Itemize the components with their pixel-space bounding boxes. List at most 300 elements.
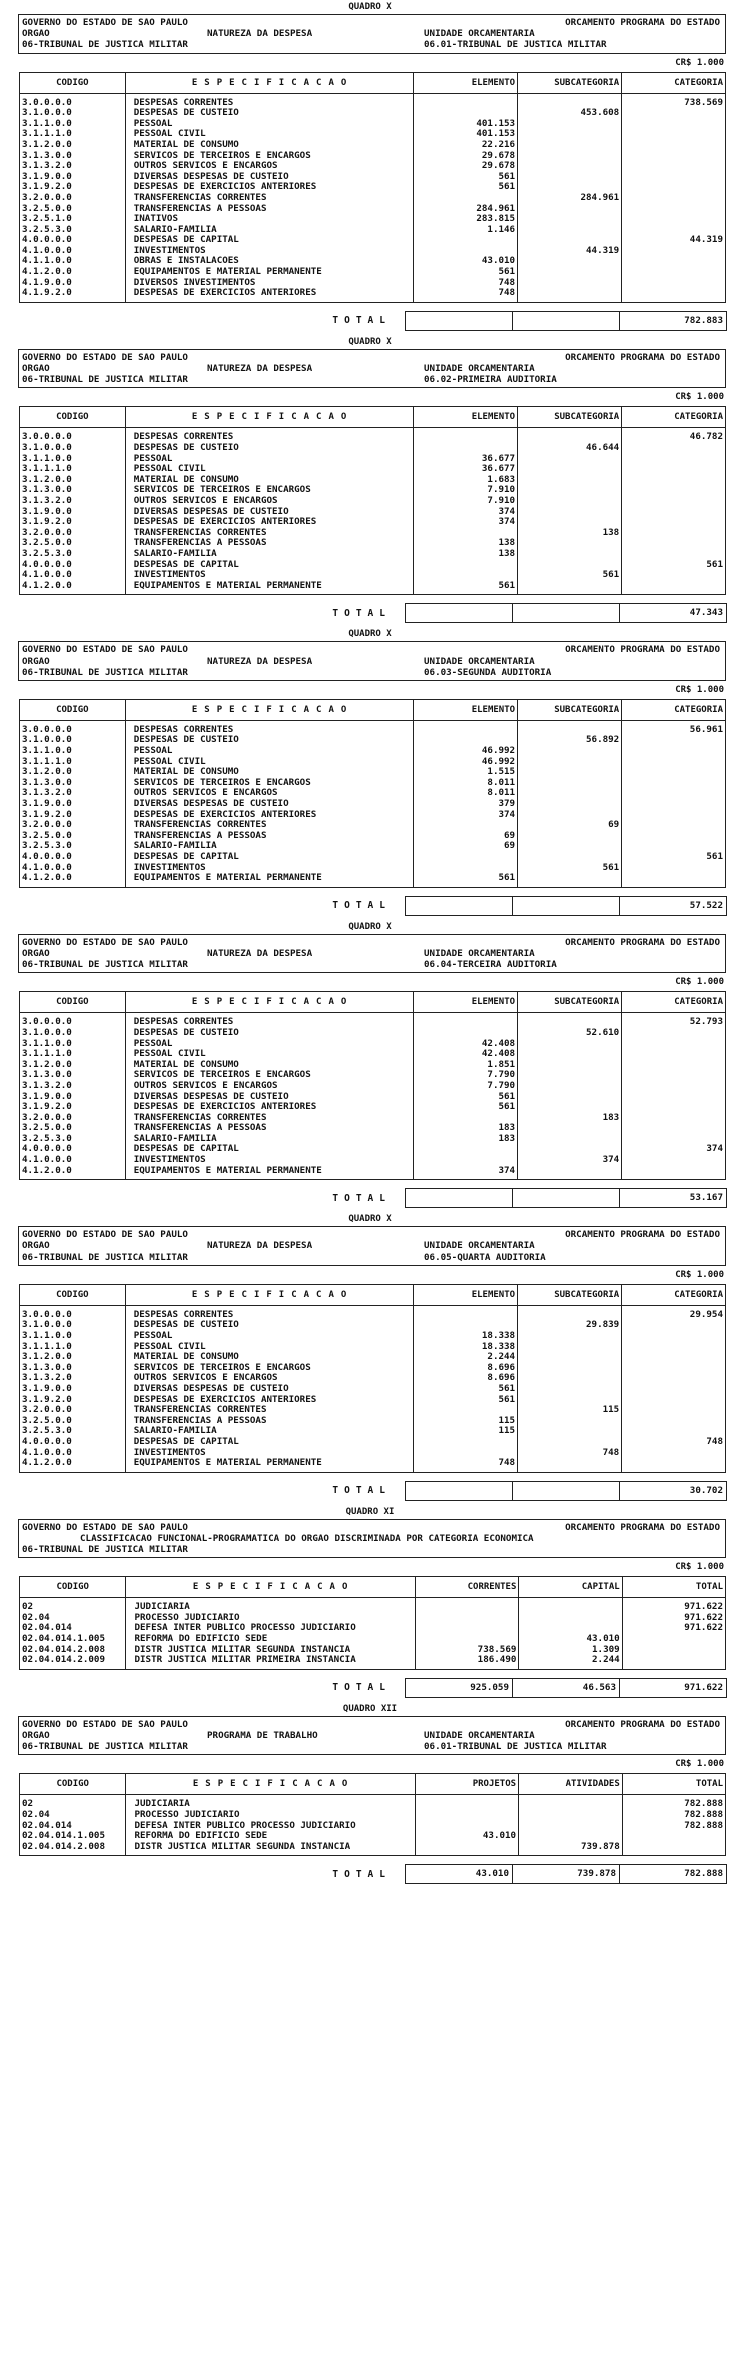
column-header-codigo: CODIGO	[20, 1284, 126, 1305]
table-row	[20, 1342, 726, 1353]
table-row	[20, 1426, 726, 1437]
table-row	[20, 841, 726, 852]
row-value-1	[414, 193, 518, 204]
row-code: 3.2.5.3.0	[20, 1426, 126, 1437]
row-description: DESPESAS CORRENTES	[125, 428, 414, 443]
row-value-2	[518, 1437, 622, 1448]
orgao-label: ORGAO	[22, 28, 50, 40]
budget-section	[0, 1212, 740, 1500]
orgao-name: 06-TRIBUNAL DE JUSTICA MILITAR	[22, 959, 188, 971]
orgao-name: 06-TRIBUNAL DE JUSTICA MILITAR	[22, 1741, 188, 1753]
row-description: INVESTIMENTOS	[125, 1155, 414, 1166]
row-value-2	[519, 1821, 623, 1832]
row-value-1	[414, 820, 518, 831]
row-value-3	[622, 1102, 726, 1113]
natureza-label: NATUREZA DA DESPESA	[207, 947, 313, 959]
table-row	[20, 1305, 726, 1320]
table-row	[20, 1384, 726, 1395]
table-row	[20, 549, 726, 560]
table-row	[20, 235, 726, 246]
column-header-categoria: CATEGORIA	[622, 1284, 726, 1305]
total-value-2: 46.563	[512, 1679, 619, 1697]
government-name: GOVERNO DO ESTADO DE SAO PAULO	[22, 17, 188, 28]
row-code: 3.1.3.2.0	[20, 496, 126, 507]
table-row	[20, 735, 726, 746]
budget-title: ORCAMENTO PROGRAMA DO ESTADO	[565, 1718, 720, 1730]
row-description: PESSOAL CIVIL	[125, 1342, 414, 1353]
row-code: 02	[20, 1795, 126, 1810]
row-value-2	[518, 278, 622, 289]
budget-table	[19, 991, 726, 1180]
row-value-2	[518, 1166, 622, 1180]
table-row	[20, 746, 726, 757]
row-value-2	[518, 788, 622, 799]
header-line	[22, 1240, 722, 1251]
row-value-1: 29.678	[414, 151, 518, 162]
total-cells	[405, 603, 727, 623]
row-value-2: 138	[518, 528, 622, 539]
row-value-3: 44.319	[622, 235, 726, 246]
row-code: 3.1.1.0.0	[20, 746, 126, 757]
row-value-2	[518, 1331, 622, 1342]
row-value-2	[518, 873, 622, 887]
currency-unit: CR$ 1.000	[675, 1269, 724, 1280]
row-value-3: 782.888	[622, 1795, 725, 1810]
row-description: INVESTIMENTOS	[125, 246, 414, 257]
budget-title: ORCAMENTO PROGRAMA DO ESTADO	[565, 17, 720, 28]
row-description: EQUIPAMENTOS E MATERIAL PERMANENTE	[125, 1166, 414, 1180]
row-code: 3.2.5.3.0	[20, 1134, 126, 1145]
row-code: 3.1.9.0.0	[20, 1092, 126, 1103]
table-row	[20, 1613, 726, 1624]
column-header-codigo: CODIGO	[20, 72, 126, 93]
row-value-2	[518, 507, 622, 518]
row-value-1	[414, 235, 518, 246]
row-value-3	[622, 778, 726, 789]
table-row	[20, 496, 726, 507]
budget-table	[19, 699, 726, 888]
row-description: TRANSFERENCIAS A PESSOAS	[125, 831, 414, 842]
row-value-2	[518, 746, 622, 757]
row-description: PESSOAL CIVIL	[125, 129, 414, 140]
row-code: 4.1.2.0.0	[20, 873, 126, 887]
row-value-1: 8.011	[414, 778, 518, 789]
table-row	[20, 1123, 726, 1134]
table-row	[20, 225, 726, 236]
row-description: SALARIO-FAMILIA	[125, 1426, 414, 1437]
row-value-2	[518, 1070, 622, 1081]
row-value-2	[518, 1305, 622, 1320]
total-value-3: 30.702	[619, 1482, 726, 1500]
row-value-2: 374	[518, 1155, 622, 1166]
row-code: 4.1.2.0.0	[20, 1458, 126, 1472]
row-description: DIVERSAS DESPESAS DE CUSTEIO	[125, 1384, 414, 1395]
row-value-1: 22.216	[414, 140, 518, 151]
row-code: 3.2.5.0.0	[20, 1416, 126, 1427]
row-code: 3.1.9.2.0	[20, 1102, 126, 1113]
row-value-2	[518, 475, 622, 486]
row-value-1: 561	[414, 1102, 518, 1113]
row-code: 4.1.9.0.0	[20, 278, 126, 289]
total-value-1	[406, 897, 512, 915]
total-value-2	[512, 897, 619, 915]
row-code: 3.0.0.0.0	[20, 720, 126, 735]
row-code: 3.1.1.0.0	[20, 1039, 126, 1050]
row-description: EQUIPAMENTOS E MATERIAL PERMANENTE	[125, 873, 414, 887]
row-value-2	[518, 1373, 622, 1384]
row-value-1	[415, 1795, 518, 1810]
row-value-3	[622, 1352, 726, 1363]
column-header-elemento: ELEMENTO	[414, 992, 518, 1013]
column-header-elemento: ELEMENTO	[414, 699, 518, 720]
row-value-2: 1.309	[519, 1645, 622, 1656]
row-value-1: 36.677	[414, 454, 518, 465]
government-name: GOVERNO DO ESTADO DE SAO PAULO	[22, 1718, 188, 1730]
government-name: GOVERNO DO ESTADO DE SAO PAULO	[22, 1521, 188, 1533]
row-description: DESPESAS DE CUSTEIO	[125, 1028, 414, 1039]
column-header-codigo: CODIGO	[20, 1577, 126, 1598]
header-line	[22, 352, 722, 363]
row-code: 3.1.0.0.0	[20, 443, 126, 454]
row-code: 02.04.014.2.008	[20, 1842, 126, 1856]
row-value-3	[622, 746, 726, 757]
row-value-2	[518, 1060, 622, 1071]
row-value-1: 401.153	[414, 119, 518, 130]
row-code: 3.2.5.1.0	[20, 214, 126, 225]
budget-title: ORCAMENTO PROGRAMA DO ESTADO	[565, 351, 720, 363]
header-box	[18, 349, 726, 389]
row-code: 02.04	[20, 1613, 126, 1624]
table-row	[20, 1113, 726, 1124]
row-value-1: 7.790	[414, 1070, 518, 1081]
total-row	[19, 603, 740, 623]
row-value-3	[622, 1405, 726, 1416]
orgao-label: ORGAO	[22, 655, 50, 667]
budget-title: ORCAMENTO PROGRAMA DO ESTADO	[565, 1229, 720, 1241]
table-header-row	[20, 699, 726, 720]
row-value-2	[518, 161, 622, 172]
orgao-name: 06-TRIBUNAL DE JUSTICA MILITAR	[22, 1251, 188, 1263]
total-value-2	[512, 312, 619, 330]
header-line	[22, 28, 722, 39]
row-value-2: 69	[518, 820, 622, 831]
row-value-3	[622, 140, 726, 151]
budget-section	[0, 1702, 740, 1885]
total-value-1	[406, 604, 512, 622]
row-description: OUTROS SERVICOS E ENCARGOS	[125, 1081, 414, 1092]
budget-section	[0, 627, 740, 915]
classification-subtitle: CLASSIFICACAO FUNCIONAL-PROGRAMATICA DO ORGAO DISCRIMINADA POR CATEGORIA ECONOMICA	[80, 1532, 534, 1544]
total-row	[19, 1481, 740, 1501]
row-value-1: 561	[414, 267, 518, 278]
row-code: 3.1.3.0.0	[20, 151, 126, 162]
government-name: GOVERNO DO ESTADO DE SAO PAULO	[22, 1229, 188, 1241]
row-description: DESPESAS DE CAPITAL	[125, 852, 414, 863]
row-description: OUTROS SERVICOS E ENCARGOS	[125, 788, 414, 799]
row-description: TRANSFERENCIAS CORRENTES	[125, 1405, 414, 1416]
column-header-subcategoria: SUBCATEGORIA	[518, 72, 622, 93]
column-header-projetos: PROJETOS	[415, 1774, 518, 1795]
table-row	[20, 1028, 726, 1039]
row-value-1: 748	[414, 1458, 518, 1472]
total-cells	[405, 1678, 727, 1698]
header-box	[18, 934, 726, 974]
row-value-3	[622, 863, 726, 874]
row-value-3	[622, 528, 726, 539]
row-value-3	[622, 108, 726, 119]
table-row	[20, 1437, 726, 1448]
total-cells	[405, 1864, 727, 1884]
row-description: DEFESA INTER PUBLICO PROCESSO JUDICIARIO	[126, 1623, 415, 1634]
row-code: 4.1.9.2.0	[20, 288, 126, 302]
row-description: MATERIAL DE CONSUMO	[125, 475, 414, 486]
row-description: DISTR JUSTICA MILITAR SEGUNDA INSTANCIA	[126, 1645, 415, 1656]
row-code: 3.0.0.0.0	[20, 1013, 126, 1028]
row-description: DESPESAS DE EXERCICIOS ANTERIORES	[125, 1395, 414, 1406]
orgao-label: ORGAO	[22, 1240, 50, 1252]
row-value-1	[414, 560, 518, 571]
table-row	[20, 1320, 726, 1331]
row-value-2	[518, 1416, 622, 1427]
row-description: DESPESAS DE CAPITAL	[125, 235, 414, 246]
row-value-2	[518, 428, 622, 443]
row-value-2	[518, 1363, 622, 1374]
row-value-3	[622, 820, 726, 831]
budget-table	[19, 1576, 726, 1670]
row-code: 4.1.0.0.0	[20, 1448, 126, 1459]
row-code: 3.1.9.0.0	[20, 799, 126, 810]
table-row	[20, 507, 726, 518]
row-value-3: 971.622	[622, 1623, 725, 1634]
header-line	[22, 1522, 722, 1533]
row-description: EQUIPAMENTOS E MATERIAL PERMANENTE	[125, 1458, 414, 1472]
row-value-1	[414, 93, 518, 108]
row-description: TRANSFERENCIAS A PESSOAS	[125, 1123, 414, 1134]
row-value-3	[622, 538, 726, 549]
table-row	[20, 151, 726, 162]
row-description: DIVERSAS DESPESAS DE CUSTEIO	[125, 799, 414, 810]
row-value-1: 1.851	[414, 1060, 518, 1071]
total-cells	[405, 896, 727, 916]
table-row	[20, 1144, 726, 1155]
row-description: MATERIAL DE CONSUMO	[125, 767, 414, 778]
row-description: DESPESAS DE EXERCICIOS ANTERIORES	[125, 288, 414, 302]
column-header-total: TOTAL	[622, 1774, 725, 1795]
unidade-name: 06.03-SEGUNDA AUDITORIA	[424, 666, 552, 678]
row-value-3	[622, 1060, 726, 1071]
orgao-label: ORGAO	[22, 947, 50, 959]
row-value-3	[622, 1081, 726, 1092]
budget-section	[0, 1505, 740, 1698]
row-code: 3.1.3.2.0	[20, 788, 126, 799]
row-value-2	[518, 538, 622, 549]
row-code: 02.04.014	[20, 1623, 126, 1634]
budget-section	[0, 920, 740, 1208]
total-value-1	[406, 1482, 512, 1500]
row-description: PESSOAL	[125, 746, 414, 757]
row-value-3: 782.888	[622, 1821, 725, 1832]
row-description: DESPESAS CORRENTES	[125, 93, 414, 108]
row-description: INATIVOS	[125, 214, 414, 225]
unidade-name: 06.02-PRIMEIRA AUDITORIA	[424, 374, 557, 386]
table-row	[20, 1810, 726, 1821]
table-header-row	[20, 1577, 726, 1598]
total-value-1	[406, 1189, 512, 1207]
row-code: 02.04.014.1.005	[20, 1831, 126, 1842]
row-description: SERVICOS DE TERCEIROS E ENCARGOS	[125, 778, 414, 789]
row-value-1: 183	[414, 1123, 518, 1134]
row-description: DESPESAS DE CAPITAL	[125, 560, 414, 571]
row-value-2	[518, 549, 622, 560]
row-value-1: 1.683	[414, 475, 518, 486]
total-value-3: 971.622	[619, 1679, 726, 1697]
row-description: DESPESAS CORRENTES	[125, 720, 414, 735]
budget-table	[19, 1284, 726, 1473]
orgao-name: 06-TRIBUNAL DE JUSTICA MILITAR	[22, 39, 188, 51]
row-value-3	[622, 1123, 726, 1134]
row-description: SALARIO-FAMILIA	[125, 549, 414, 560]
column-header-categoria: CATEGORIA	[622, 699, 726, 720]
table-row	[20, 517, 726, 528]
header-line	[22, 948, 722, 959]
row-value-2	[518, 1123, 622, 1134]
quadro-title: QUADRO X	[348, 921, 392, 932]
row-value-2	[518, 767, 622, 778]
row-value-3	[622, 119, 726, 130]
table-row	[20, 788, 726, 799]
row-value-2: 561	[518, 863, 622, 874]
column-header-elemento: ELEMENTO	[414, 1284, 518, 1305]
table-row	[20, 172, 726, 183]
table-row	[20, 256, 726, 267]
table-row	[20, 820, 726, 831]
table-row	[20, 288, 726, 302]
header-line	[22, 1741, 722, 1752]
row-description: PROCESSO JUDICIARIO	[126, 1810, 415, 1821]
table-row	[20, 485, 726, 496]
row-value-2	[518, 1342, 622, 1353]
table-row	[20, 1013, 726, 1028]
row-description: REFORMA DO EDIFICIO SEDE	[126, 1634, 415, 1645]
header-line	[22, 937, 722, 948]
table-row	[20, 799, 726, 810]
table-row	[20, 93, 726, 108]
column-header-codigo: CODIGO	[20, 407, 126, 428]
row-value-1: 18.338	[414, 1331, 518, 1342]
row-value-3: 29.954	[622, 1305, 726, 1320]
row-description: PESSOAL	[125, 454, 414, 465]
row-value-3	[622, 1448, 726, 1459]
row-value-3	[622, 1331, 726, 1342]
unidade-name: 06.04-TERCEIRA AUDITORIA	[424, 959, 557, 971]
row-description: OUTROS SERVICOS E ENCARGOS	[125, 161, 414, 172]
row-value-1: 43.010	[415, 1831, 518, 1842]
total-value-1: 43.010	[475, 1868, 509, 1880]
row-code: 4.0.0.0.0	[20, 1437, 126, 1448]
row-description: EQUIPAMENTOS E MATERIAL PERMANENTE	[125, 581, 414, 595]
row-description: REFORMA DO EDIFICIO SEDE	[126, 1831, 415, 1842]
row-value-3	[622, 1384, 726, 1395]
row-code: 3.0.0.0.0	[20, 93, 126, 108]
row-value-2: 284.961	[518, 193, 622, 204]
header-box	[18, 14, 726, 54]
row-code: 3.2.0.0.0	[20, 193, 126, 204]
row-value-1: 138	[414, 549, 518, 560]
row-description: PROCESSO JUDICIARIO	[126, 1613, 415, 1624]
row-description: TRANSFERENCIAS CORRENTES	[125, 1113, 414, 1124]
total-value-3: 782.883	[619, 312, 726, 330]
row-value-2	[518, 1013, 622, 1028]
row-code: 3.1.3.2.0	[20, 1081, 126, 1092]
row-value-3	[622, 1049, 726, 1060]
row-description: TRANSFERENCIAS A PESSOAS	[125, 1416, 414, 1427]
row-value-1: 1.515	[414, 767, 518, 778]
row-value-3	[622, 517, 726, 528]
row-value-3: 971.622	[622, 1613, 725, 1624]
table-row	[20, 1134, 726, 1145]
column-header-atividades: ATIVIDADES	[519, 1774, 623, 1795]
natureza-label: NATUREZA DA DESPESA	[207, 655, 313, 667]
row-value-1: 401.153	[414, 129, 518, 140]
row-value-2	[518, 1092, 622, 1103]
row-value-3: 561	[622, 852, 726, 863]
table-row	[20, 767, 726, 778]
currency-unit: CR$ 1.000	[675, 392, 724, 403]
row-value-2	[518, 496, 622, 507]
table-header-row	[20, 1284, 726, 1305]
budget-title: ORCAMENTO PROGRAMA DO ESTADO	[565, 936, 720, 948]
budget-title: ORCAMENTO PROGRAMA DO ESTADO	[565, 1521, 720, 1533]
row-value-3	[622, 1070, 726, 1081]
table-header-row	[20, 72, 726, 93]
row-value-2	[518, 1458, 622, 1472]
row-value-2	[518, 1081, 622, 1092]
table-row	[20, 538, 726, 549]
row-description: DESPESAS DE EXERCICIOS ANTERIORES	[125, 1102, 414, 1113]
row-value-2: 453.608	[518, 108, 622, 119]
row-code: 3.0.0.0.0	[20, 428, 126, 443]
unidade-label: UNIDADE ORCAMENTARIA	[424, 947, 535, 959]
header-box	[18, 1226, 726, 1266]
table-row	[20, 1166, 726, 1180]
row-value-2	[518, 129, 622, 140]
orgao-name: 06-TRIBUNAL DE JUSTICA MILITAR	[22, 666, 188, 678]
row-code: 3.2.0.0.0	[20, 528, 126, 539]
row-code: 02.04	[20, 1810, 126, 1821]
row-description: DISTR JUSTICA MILITAR PRIMEIRA INSTANCIA	[126, 1655, 415, 1669]
row-code: 02.04.014	[20, 1821, 126, 1832]
natureza-label: PROGRAMA DE TRABALHO	[207, 1730, 318, 1742]
column-header-total: TOTAL	[622, 1577, 725, 1598]
table-row	[20, 161, 726, 172]
total-cells	[405, 1188, 727, 1208]
table-row	[20, 810, 726, 821]
header-line	[22, 363, 722, 374]
total-value-2	[512, 1482, 619, 1500]
table-row	[20, 581, 726, 595]
row-code: 02.04.014.2.008	[20, 1645, 126, 1656]
row-value-3	[622, 256, 726, 267]
row-value-2	[518, 720, 622, 735]
row-value-3	[622, 1655, 725, 1669]
table-row	[20, 560, 726, 571]
row-value-2: 29.839	[518, 1320, 622, 1331]
total-value-3: 57.522	[619, 897, 726, 915]
row-value-2	[518, 581, 622, 595]
row-value-2: 43.010	[519, 1634, 622, 1645]
row-description: TRANSFERENCIAS CORRENTES	[125, 820, 414, 831]
row-value-1: 46.992	[414, 746, 518, 757]
